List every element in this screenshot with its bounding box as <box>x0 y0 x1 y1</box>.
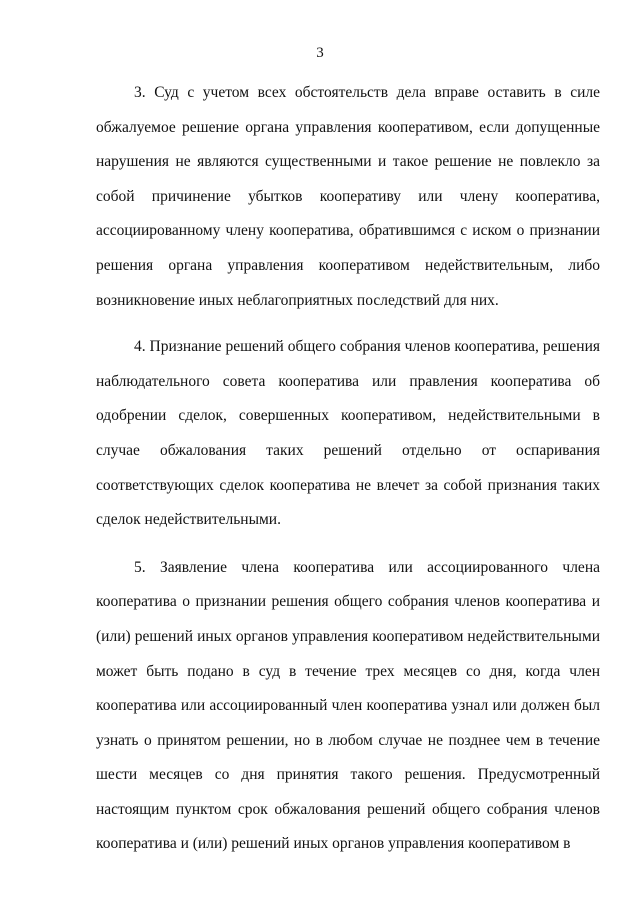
page-number: 3 <box>316 45 324 61</box>
paragraph-4: 4. Признание решений общего собрания членов кооператива, решения наблюдательного совета кооператива или правления кооператива об одобрении сделок, совершенных кооперативом, недействительными в случае обжалования таких решений отдельно от оспаривания соответствующих сделок кооператива не влечет за собой признания таких сделок недействительными. <box>96 338 600 529</box>
document-body <box>96 76 600 862</box>
paragraph-5: 5. Заявление члена кооператива или ассоциированного члена кооператива о признании решения общего собрания членов кооператива и (или) решений иных органов управления кооперативом недействительными может быть подано в суд в течение трех месяцев со дня, когда член кооператива или ассоциированный член кооператива узнал или должен был узнать о принятом решении, но в любом случае не позднее чем в течение шести месяцев со дня принятия такого решения. Предусмотренный настоящим пунктом срок обжалования решений общего собрания членов кооператива и (или) решений иных органов управления кооперативом в <box>96 558 600 853</box>
paragraph-3: 3. Суд с учетом всех обстоятельств дела вправе оставить в силе обжалуемое решение органа управления кооперативом, если допущенные нарушения не являются существенными и такое решение не повлекло за собой причинение убытков кооперативу или члену кооператива, ассоциированному члену кооператива, обратившимся с иском о признании решения органа управления кооперативом недействительным, либо возникновение иных неблагоприятных последствий для них. <box>96 84 600 309</box>
